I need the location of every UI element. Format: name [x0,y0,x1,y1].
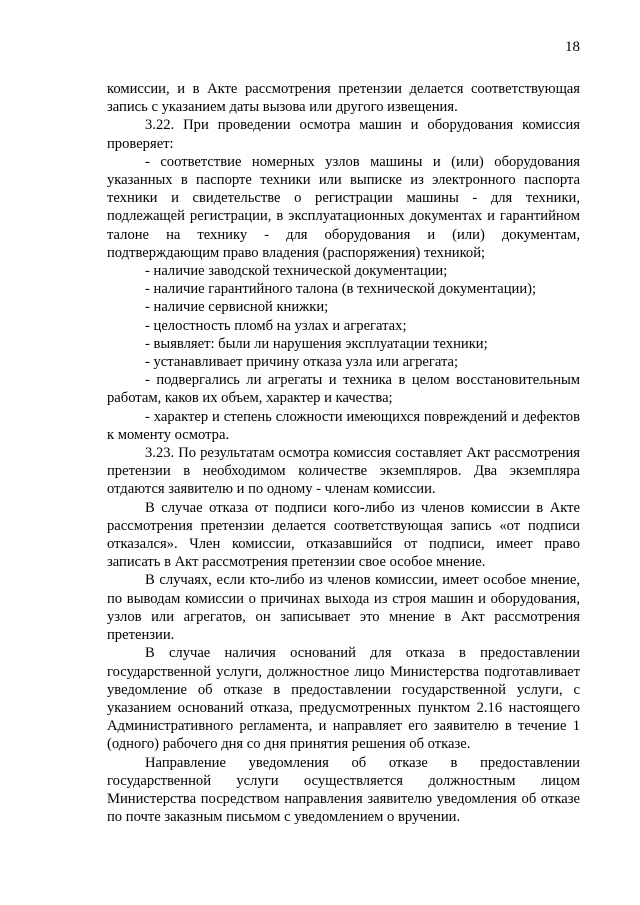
page-number: 18 [565,39,580,55]
list-item: - соответствие номерных узлов машины и (или) оборудования указанных в паспорте техники или выписке из электронного паспорта техники и свидетельстве о регистрации машины - для техники, подлежащей регистрации, в эксплуатационных документах и гарантийном талоне на технику - для оборудования и (или) документам, подтверждающим право владения (распоряжения) техникой; [107,153,580,261]
list-item: - целостность пломб на узлах и агрегатах; [145,317,407,334]
list-item: - характер и степень сложности имеющихся повреждений и дефектов к моменту осмотра. [107,408,580,443]
paragraph: комиссии, и в Акте рассмотрения претензии делается соответствующая запись с указанием даты вызова или другого извещения. [107,81,580,116]
document-body [107,80,580,826]
list-item: - устанавливает причину отказа узла или агрегата; [145,354,459,371]
list-item: - наличие гарантийного талона (в технической документации); [145,281,537,298]
list-item: - выявляет: были ли нарушения эксплуатации техники; [145,335,488,352]
list-item: - наличие заводской технической документации; [145,263,448,280]
paragraph: В случаях, если кто-либо из членов комиссии, имеет особое мнение, по выводам комиссии о причинах выхода из строя машин и оборудования, узлов или агрегатов, он записывает это мнение в Акт рассмотрения претензии. [107,572,580,644]
paragraph: В случае наличия оснований для отказа в предоставлении государственной услуги, должностное лицо Министерства подготавливает уведомление об отказе в предоставлении государственной услуги, с указанием оснований отказа, предусмотренных пунктом 2.16 настоящего Административного регламента, и направляет его заявителю в течение 1 (одного) рабочего дня со дня принятия решения об отказе. [107,645,580,753]
list-item: - подвергались ли агрегаты и техника в целом восстановительным работам, каков их объем, характер и качества; [107,372,580,407]
paragraph: В случае отказа от подписи кого-либо из членов комиссии в Акте рассмотрения претензии делается соответствующая запись «от подписи отказался». Член комиссии, отказавшийся от подписи, имеет право записать в Акт рассмотрения претензии свое особое мнение. [107,499,580,571]
paragraph: Направление уведомления об отказе в предоставлении государственной услуги осуществляется должностным лицом Министерства посредством направления заявителю уведомления об отказе по почте заказным письмом с уведомлением о вручении. [107,754,580,826]
paragraph: 3.22. При проведении осмотра машин и оборудования комиссия проверяет: [107,117,580,152]
paragraph: 3.23. По результатам осмотра комиссия составляет Акт рассмотрения претензии в необходимом количестве экземпляров. Два экземпляра отдаются заявителю и по одному - членам комиссии. [107,445,580,498]
list-item: - наличие сервисной книжки; [145,299,329,316]
